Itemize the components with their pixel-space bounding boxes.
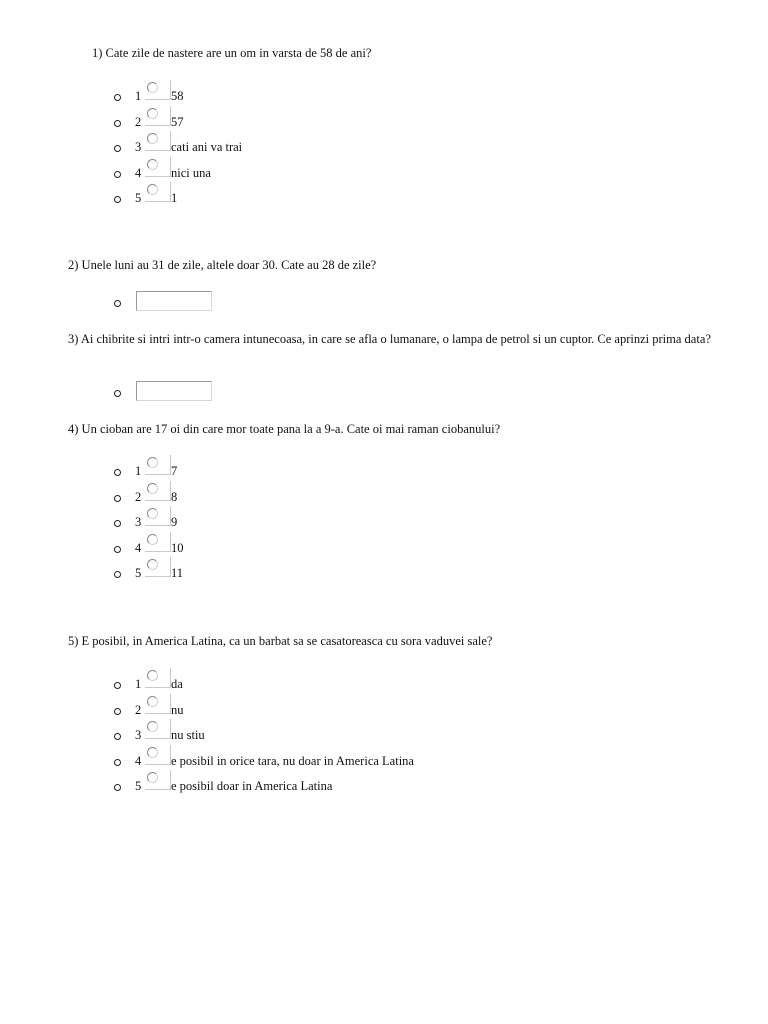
bullet-icon — [114, 520, 121, 527]
option-label: 57 — [171, 114, 184, 129]
question-2-text: 2) Unele luni au 31 de zile, altele doar 30. Cate au 28 de zile? — [68, 258, 377, 272]
list-item — [0, 704, 500, 730]
radio-circle-icon[interactable] — [147, 696, 158, 707]
list-item — [0, 755, 500, 781]
option-label: 58 — [171, 89, 184, 103]
list-item — [0, 192, 500, 218]
list-item — [0, 141, 500, 167]
bullet-icon — [114, 300, 121, 307]
question-3-text: 3) Ai chibrite si intri intr-o camera intunecoasa, in care se afla o lumanare, o lampa de petrol si un cuptor. Ce aprinzi prima data? — [68, 332, 711, 346]
radio-button[interactable] — [145, 80, 171, 100]
list-item — [0, 780, 500, 806]
option-number: 2 — [135, 114, 142, 129]
option-label: da — [171, 677, 183, 691]
list-item — [0, 90, 500, 116]
option-label: 1 — [171, 191, 178, 205]
radio-circle-icon[interactable] — [147, 108, 158, 119]
bullet-icon — [114, 733, 121, 740]
bullet-icon — [114, 708, 121, 715]
radio-button[interactable] — [145, 106, 171, 126]
option-label: e posibil doar in America Latina — [171, 779, 333, 793]
option-number: 1 — [135, 677, 142, 691]
answer-text-field[interactable] — [136, 381, 212, 401]
radio-button[interactable] — [145, 719, 171, 739]
option-number: 5 — [135, 191, 142, 205]
radio-button[interactable] — [145, 557, 171, 577]
option-label: cati ani va trai — [171, 140, 243, 154]
list-item — [0, 516, 500, 542]
option-number: 3 — [135, 515, 142, 529]
option-number: 1 — [135, 89, 142, 103]
bullet-icon — [114, 682, 121, 689]
radio-circle-icon[interactable] — [147, 772, 158, 783]
radio-circle-icon[interactable] — [147, 559, 158, 570]
radio-circle-icon[interactable] — [147, 483, 158, 494]
radio-button[interactable] — [145, 455, 171, 475]
bullet-icon — [114, 171, 121, 178]
list-item — [0, 465, 500, 491]
bullet-icon — [114, 784, 121, 791]
option-number: 3 — [135, 728, 142, 742]
bullet-icon — [114, 196, 121, 203]
bullet-icon — [114, 469, 121, 476]
radio-circle-icon[interactable] — [147, 133, 158, 144]
option-number: 5 — [135, 566, 142, 580]
question-4-text: 4) Un cioban are 17 oi din care mor toate pana la a 9-a. Cate oi mai raman ciobanului? — [68, 422, 501, 436]
radio-button[interactable] — [145, 131, 171, 151]
option-number: 5 — [135, 779, 142, 793]
list-item — [0, 567, 500, 593]
radio-circle-icon[interactable] — [147, 82, 158, 93]
option-label: nici una — [171, 165, 211, 180]
radio-circle-icon[interactable] — [147, 508, 158, 519]
question-4-options — [0, 465, 500, 593]
option-label: 8 — [171, 489, 178, 504]
radio-circle-icon[interactable] — [147, 184, 158, 195]
question-5-text: 5) E posibil, in America Latina, ca un barbat sa se casatoreasca cu sora vaduvei sale? — [68, 634, 493, 648]
radio-button[interactable] — [145, 745, 171, 765]
list-item — [0, 678, 500, 704]
bullet-icon — [114, 145, 121, 152]
radio-circle-icon[interactable] — [147, 159, 158, 170]
question-5-options — [0, 678, 500, 806]
option-label: 9 — [171, 515, 178, 529]
option-number: 3 — [135, 140, 142, 154]
bullet-icon — [114, 546, 121, 553]
radio-button[interactable] — [145, 770, 171, 790]
option-label: 10 — [171, 540, 184, 555]
question-2-answer-row — [0, 291, 300, 315]
option-number: 2 — [135, 702, 142, 717]
bullet-icon — [114, 495, 121, 502]
list-item — [0, 491, 500, 517]
bullet-icon — [114, 571, 121, 578]
question-1-options — [0, 90, 500, 218]
option-number: 4 — [135, 753, 142, 768]
list-item — [0, 167, 500, 193]
radio-circle-icon[interactable] — [147, 747, 158, 758]
bullet-icon — [114, 759, 121, 766]
radio-button[interactable] — [145, 532, 171, 552]
question-3-answer-row — [0, 381, 300, 405]
radio-button[interactable] — [145, 481, 171, 501]
radio-button[interactable] — [145, 694, 171, 714]
radio-button[interactable] — [145, 157, 171, 177]
answer-text-field[interactable] — [136, 291, 212, 311]
radio-circle-icon[interactable] — [147, 457, 158, 468]
option-number: 4 — [135, 540, 142, 555]
radio-button[interactable] — [145, 668, 171, 688]
option-number: 4 — [135, 165, 142, 180]
list-item — [0, 542, 500, 568]
option-label: 7 — [171, 464, 178, 478]
radio-button[interactable] — [145, 506, 171, 526]
radio-circle-icon[interactable] — [147, 670, 158, 681]
list-item — [0, 729, 500, 755]
bullet-icon — [114, 120, 121, 127]
radio-button[interactable] — [145, 182, 171, 202]
option-label: e posibil in orice tara, nu doar in America Latina — [171, 753, 414, 768]
radio-circle-icon[interactable] — [147, 534, 158, 545]
bullet-icon — [114, 390, 121, 397]
bullet-icon — [114, 94, 121, 101]
list-item — [0, 116, 500, 142]
option-label: 11 — [171, 566, 184, 580]
question-1-text: 1) Cate zile de nastere are un om in varsta de 58 de ani? — [92, 46, 372, 60]
option-number: 2 — [135, 489, 142, 504]
radio-circle-icon[interactable] — [147, 721, 158, 732]
option-label: nu stiu — [171, 728, 205, 742]
option-label: nu — [171, 702, 184, 717]
option-number: 1 — [135, 464, 142, 478]
